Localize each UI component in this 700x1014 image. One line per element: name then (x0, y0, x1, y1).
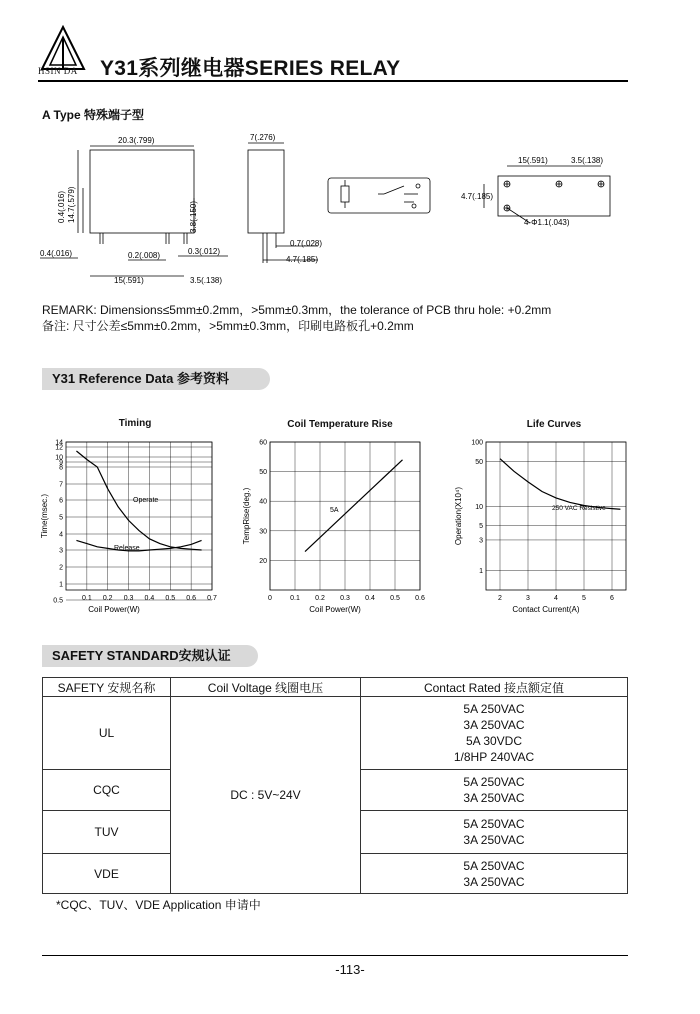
x-tick-label: 3 (526, 595, 530, 602)
dim-label: 3.5(.138) (571, 156, 604, 165)
y-tick-label: 3 (479, 537, 483, 545)
temp-rise-chart (240, 432, 430, 617)
x-axis-label: Coil Power(W) (309, 605, 361, 614)
safety-name: TUV (43, 811, 171, 854)
y-tick-label: 1 (59, 581, 63, 589)
dim-label: 4-Φ1.1(.043) (524, 218, 570, 227)
x-tick-label: 5 (582, 595, 586, 602)
y-axis-label: Time(msec.) (40, 493, 49, 539)
safety-title: SAFETY STANDARD安规认证 (42, 645, 258, 667)
series-line (305, 460, 403, 552)
dim-label: 3.8(.150) (189, 200, 198, 233)
x-tick-label: 0.6 (415, 595, 425, 602)
rating: 5A 250VAC (463, 775, 525, 789)
y-tick-label: 7 (59, 481, 63, 489)
y-axis-label: TempRise(deg.) (242, 487, 251, 545)
page-number: -113- (335, 962, 365, 977)
dim-label: 15(.591) (518, 156, 548, 165)
y-tick-label: 60 (259, 439, 267, 447)
x-tick-label: 4 (554, 595, 558, 602)
rating: 5A 250VAC (463, 702, 525, 716)
y-tick-label: 3 (59, 547, 63, 555)
dim-label: 0.4(.016) (40, 249, 73, 258)
x-tick-label: 0.4 (144, 595, 155, 602)
x-tick-label: 0.1 (81, 595, 92, 602)
x-tick-label: 0.3 (340, 595, 350, 602)
dim-label: 3.5(.138) (190, 276, 223, 285)
y-tick-label: 50 (475, 458, 483, 466)
ratings-cell (361, 697, 628, 770)
x-axis-label: Coil Power(W) (88, 605, 140, 614)
y-tick-label: 30 (259, 528, 267, 536)
table-row (43, 697, 628, 770)
dim-label: 7(.276) (250, 133, 276, 142)
chart-title-temp: Coil Temperature Rise (287, 419, 393, 430)
x-tick-label: 2 (498, 595, 502, 602)
table-header: Coil Voltage 线圈电压 (171, 678, 361, 697)
y-tick-label: 14 (55, 439, 63, 447)
page-title: Y31系列继电器SERIES RELAY (100, 57, 401, 80)
x-tick-label: 0.7 (207, 595, 217, 602)
y-tick-label: 5 (479, 523, 483, 531)
rating: 5A 30VDC (465, 734, 523, 748)
chart-title-timing: Timing (118, 418, 152, 429)
y-tick-label: 20 (259, 557, 267, 565)
rating: 3A 250VAC (463, 874, 525, 889)
remark-cn: 备注: 尺寸公差≤5mm±0.2mm，>5mm±0.3mm，印刷电路板孔+0.2mm (42, 319, 414, 333)
reference-title: Y31 Reference Data 参考资料 (42, 368, 270, 390)
ratings-cell (361, 854, 628, 894)
rating: 5A 250VAC (463, 817, 525, 831)
life-curves-chart (452, 432, 642, 617)
section-a-title: A Type 特殊端子型 (42, 108, 145, 122)
x-tick-label: 0.2 (315, 595, 325, 602)
y-axis-label: Operation(X10⁴) (454, 486, 463, 546)
plot-frame (66, 442, 212, 590)
rating: 1/8HP 240VAC (453, 750, 535, 764)
ratings-cell (361, 770, 628, 811)
x-tick-label: 0.6 (186, 595, 197, 602)
table-header: SAFETY 安规名称 (43, 678, 171, 697)
y-tick-label: 9 (59, 459, 63, 467)
y-tick-label: 1 (479, 568, 483, 576)
y-tick-label: 100 (471, 439, 483, 447)
timing-chart (38, 432, 218, 617)
application-note: *CQC、TUV、VDE Application 申请中 (56, 898, 261, 912)
x-tick-label: 0.4 (365, 595, 375, 602)
y-tick-label: 0.5 (53, 597, 63, 605)
safety-name: VDE (43, 854, 171, 894)
x-tick-label: 0.5 (390, 595, 400, 602)
series-label: 250 VAC Resistive (552, 505, 606, 512)
x-tick-label: 0.5 (165, 595, 176, 602)
dim-label: 0.3(.012) (188, 247, 221, 256)
series-label: Operate (133, 497, 159, 504)
y-tick-label: 10 (475, 503, 483, 511)
x-tick-label: 0.2 (102, 595, 113, 602)
safety-table (42, 677, 628, 894)
remark-en: REMARK: Dimensions≤5mm±0.2mm，>5mm±0.3mm，the tolerance of PCB thru hole: +0.2mm (42, 303, 552, 317)
dim-label: 15(.591) (114, 276, 144, 285)
rating: 3A 250VAC (463, 718, 525, 732)
chart-title-life: Life Curves (526, 419, 582, 430)
x-tick-label: 6 (610, 595, 614, 602)
series-label: Release (114, 545, 140, 552)
dim-label: 20.3(.799) (118, 136, 155, 145)
y-tick-label: 50 (259, 469, 267, 477)
x-axis-label: Contact Current(A) (512, 605, 580, 614)
x-tick-label: 0 (268, 595, 272, 602)
y-tick-label: 40 (259, 498, 267, 506)
dim-label: 4.7(.185) (461, 192, 494, 201)
y-tick-label: 4 (59, 531, 63, 539)
dim-label: 0.7(.028) (290, 239, 323, 248)
dim-label: 14.7(.579) (67, 186, 76, 223)
safety-name: UL (43, 697, 171, 770)
y-tick-label: 6 (59, 497, 63, 505)
header-rule (38, 80, 628, 82)
x-tick-label: 0.1 (290, 595, 300, 602)
rating: 5A 250VAC (463, 858, 525, 873)
series-label: 5A (330, 507, 339, 514)
table-header: Contact Rated 接点额定值 (361, 678, 628, 697)
y-tick-label: 2 (59, 564, 63, 572)
safety-name: CQC (43, 770, 171, 811)
y-tick-label: 8 (59, 464, 63, 472)
dimension-drawing (38, 128, 638, 288)
coil-voltage: DC : 5V~24V (171, 697, 361, 894)
x-tick-label: 0.3 (123, 595, 134, 602)
dim-label: 4.7(.185) (286, 255, 319, 264)
y-tick-label: 5 (59, 514, 63, 522)
series-line (500, 459, 620, 510)
dim-label: 0.2(.008) (128, 251, 161, 260)
ratings-cell (361, 811, 628, 854)
logo-text: HSIN DA (38, 66, 78, 76)
footer-rule (42, 955, 628, 956)
y-tick-label: 10 (55, 454, 63, 462)
rating: 3A 250VAC (463, 791, 525, 805)
y-tick-label: 12 (55, 444, 63, 452)
rating: 3A 250VAC (463, 833, 525, 847)
dim-label: 0.4(.016) (57, 190, 66, 223)
